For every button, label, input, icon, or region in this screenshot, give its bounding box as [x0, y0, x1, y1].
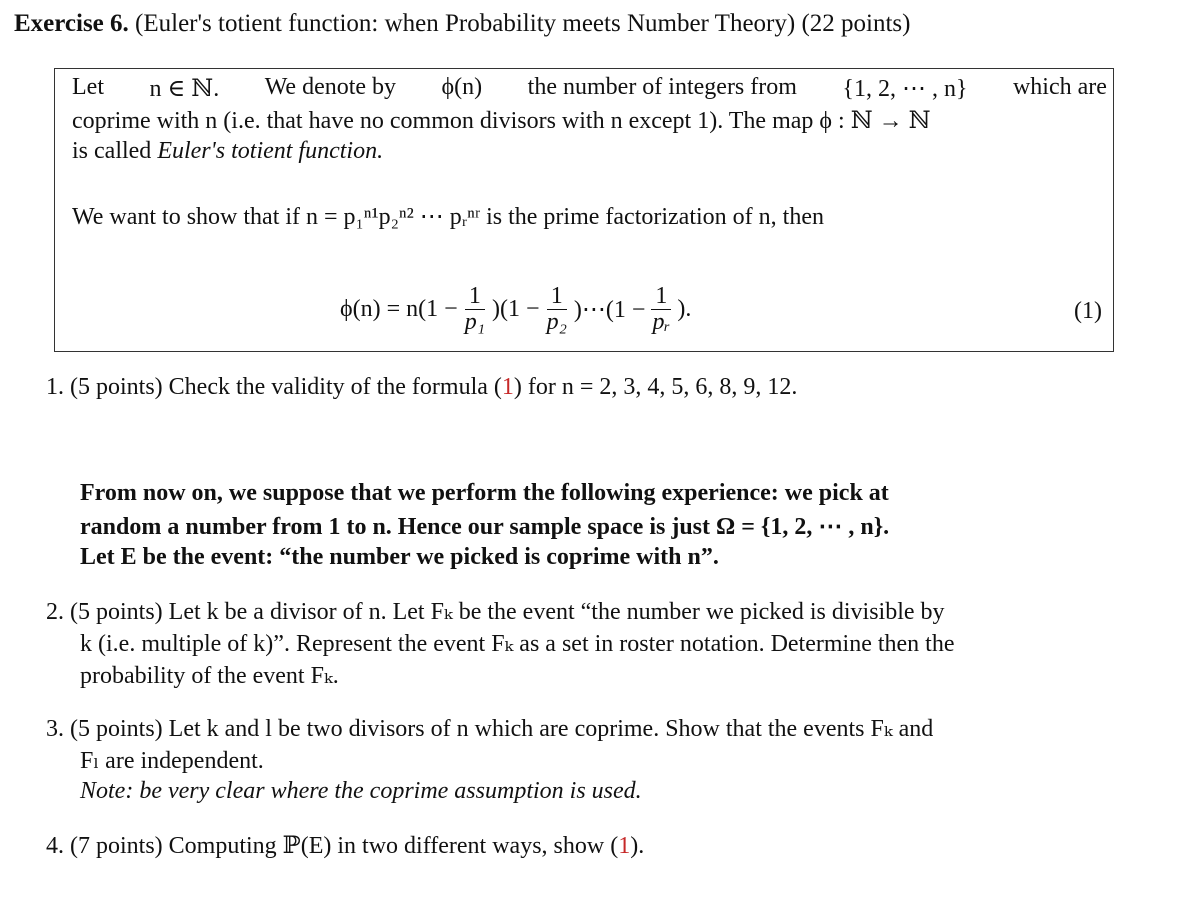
box-we-denote: We denote by: [264, 74, 397, 100]
question-2-line-2: k (i.e. multiple of k)”. Represent the event Fₖ as a set in roster notation. Determine then the: [80, 631, 955, 657]
question-4-text-a: 4. (7 points) Computing ℙ(E) in two different ways, show (: [46, 833, 619, 859]
question-3-note: [80, 778, 642, 805]
question-3-line-2: Fₗ are independent.: [80, 748, 264, 774]
box-word-let: Let: [72, 74, 104, 100]
fraction-1-num: 1: [465, 284, 485, 310]
box-number-of-integers: the number of integers from: [527, 74, 797, 100]
box-line-2: coprime with n (i.e. that have no common divisors with n except 1). The map ϕ : ℕ → ℕ: [72, 108, 931, 134]
question-4: [46, 831, 644, 860]
euler-totient-term: Euler's totient function.: [157, 138, 384, 164]
exercise-heading: [14, 10, 910, 38]
box-line-1: [72, 74, 1107, 103]
box-line-3-prefix: is called: [72, 138, 158, 164]
box-which-are: which are: [1012, 74, 1107, 100]
question-1-text-a: 1. (5 points) Check the validity of the formula (: [46, 374, 502, 400]
question-3-line-1: 3. (5 points) Let k and l be two divisors of n which are coprime. Show that the events Fₖ and: [46, 716, 934, 742]
fraction-2-num: 1: [547, 284, 567, 310]
box-n-in-N: n ∈ ℕ.: [149, 76, 220, 102]
fraction-2-den: p₂: [546, 309, 567, 336]
totient-formula: [340, 284, 691, 335]
question-1-text-b: ) for n = 2, 3, 4, 5, 6, 8, 9, 12.: [513, 374, 798, 400]
question-4-text-b: ).: [630, 833, 645, 859]
equation-number: (1): [1074, 298, 1102, 324]
box-set: {1, 2, ⋯ , n}: [842, 76, 968, 102]
equation-ref-link[interactable]: 1: [501, 374, 514, 400]
setup-line-1: From now on, we suppose that we perform the following experience: we pick at: [80, 480, 889, 506]
fraction-1-den: p₁: [464, 309, 486, 336]
setup-line-3: Let E be the event: “the number we picked is coprime with n”.: [80, 544, 719, 570]
box-line-3: [72, 138, 383, 165]
question-1: [46, 374, 797, 401]
formula-mid-2: )⋯(1 −: [573, 297, 646, 324]
fraction-1: [461, 284, 489, 335]
setup-line-2: random a number from 1 to n. Hence our sample space is just Ω = {1, 2, ⋯ , n}.: [80, 514, 890, 540]
box-line-4: We want to show that if n = p₁ⁿ¹p₂ⁿ² ⋯ pᵣⁿʳ is the prime factorization of n, then: [72, 204, 824, 230]
formula-mid-1: )(1 −: [492, 296, 540, 323]
formula-end: ).: [677, 296, 692, 323]
fraction-3: [648, 284, 674, 335]
question-2-line-3: probability of the event Fₖ.: [80, 663, 339, 689]
question-3-note-text: Note: be very clear where the coprime assumption is used.: [80, 778, 642, 804]
equation-ref-link-2[interactable]: 1: [618, 833, 631, 859]
box-phi-n: ϕ(n): [441, 74, 483, 100]
formula-lhs: ϕ(n) = n(1 −: [340, 296, 458, 323]
exercise-label: Exercise 6.: [14, 10, 129, 37]
fraction-3-den: pᵣ: [652, 309, 671, 336]
exercise-subtitle: (Euler's totient function: when Probability meets Number Theory) (22 points): [135, 10, 911, 37]
fraction-2: [543, 284, 571, 335]
question-2-line-1: 2. (5 points) Let k be a divisor of n. Let Fₖ be the event “the number we picked is divisible by: [46, 599, 945, 625]
fraction-3-num: 1: [651, 284, 671, 310]
